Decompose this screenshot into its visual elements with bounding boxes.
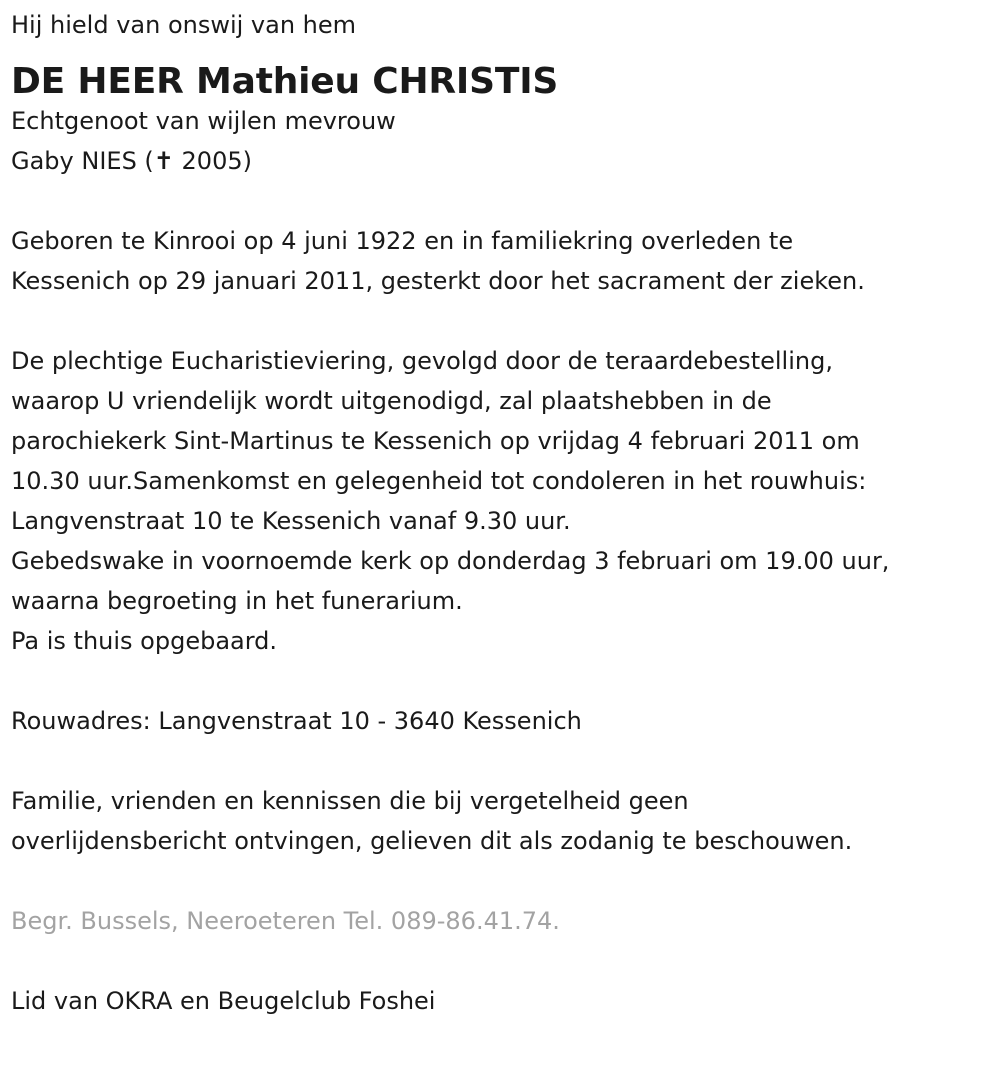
ceremony-line: parochiekerk Sint-Martinus te Kessenich op vrijdag 4 februari 2011 om [11,427,860,455]
mourning-address: Rouwadres: Langvenstraat 10 - 3640 Kessenich [11,707,582,735]
intro-text: Hij hield van onswij van hem [11,11,357,39]
funeral-home-contact: Begr. Bussels, Neeroeteren Tel. 089-86.41.74. [11,907,560,935]
ceremony-line: Langvenstraat 10 te Kessenich vanaf 9.30 uur. [11,507,571,535]
spacer [11,941,996,981]
membership-text: Lid van OKRA en Beugelclub Foshei [11,987,436,1015]
spouse-line-2: Gaby NIES (✝ 2005) [11,147,252,175]
obituary-document [11,5,996,1021]
ceremony-line: 10.30 uur.Samenkomst en gelegenheid tot condoleren in het rouwhuis: [11,467,867,495]
notice-line: overlijdensbericht ontvingen, gelieven dit als zodanig te beschouwen. [11,827,853,855]
spacer [11,861,996,901]
deceased-name-heading: DE HEER Mathieu CHRISTIS [11,61,559,102]
spacer [11,181,996,221]
spacer [11,301,996,341]
spouse-line-1: Echtgenoot van wijlen mevrouw [11,107,396,135]
ceremony-line: Pa is thuis opgebaard. [11,627,278,655]
ceremony-line: De plechtige Eucharistieviering, gevolgd door de teraardebestelling, [11,347,833,375]
ceremony-line: waarop U vriendelijk wordt uitgenodigd, zal plaatshebben in de [11,387,772,415]
ceremony-line: waarna begroeting in het funerarium. [11,587,463,615]
ceremony-line: Gebedswake in voornoemde kerk op donderdag 3 februari om 19.00 uur, [11,547,890,575]
spacer [11,741,996,781]
spacer [11,661,996,701]
birth-death-line: Kessenich op 29 januari 2011, gesterkt door het sacrament der zieken. [11,267,865,295]
birth-death-line: Geboren te Kinrooi op 4 juni 1922 en in familiekring overleden te [11,227,794,255]
notice-line: Familie, vrienden en kennissen die bij vergetelheid geen [11,787,689,815]
